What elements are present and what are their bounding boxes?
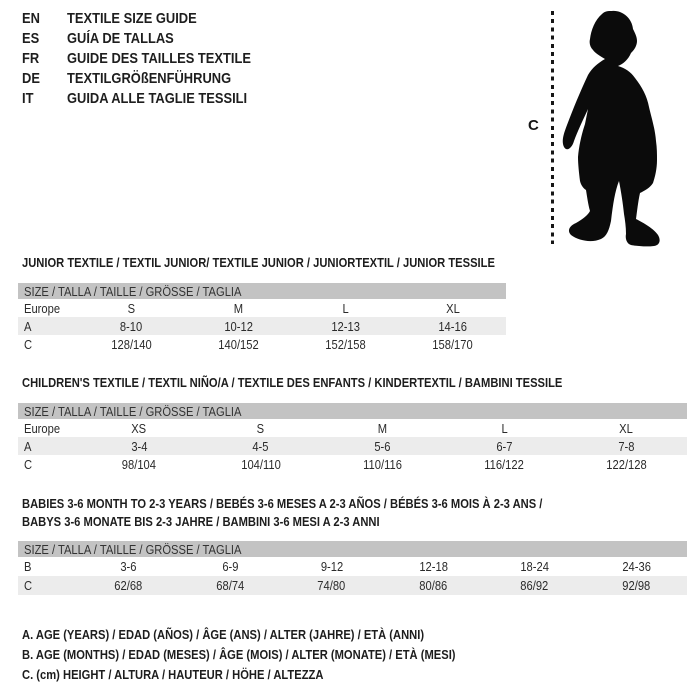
language-code: EN	[22, 10, 40, 28]
size-cell: 104/110	[240, 456, 281, 472]
size-cell: 116/122	[484, 456, 525, 472]
table-row	[18, 437, 687, 455]
list-item	[22, 88, 281, 108]
language-code: IT	[22, 89, 34, 107]
size-cell: 92/98	[622, 578, 651, 593]
table-row	[18, 557, 687, 576]
size-cell: XL	[445, 300, 460, 316]
size-cell: S	[127, 300, 136, 316]
size-cell: 98/104	[121, 456, 156, 472]
size-cell: XL	[619, 420, 633, 436]
footnote-c: C. (cm) HEIGHT / ALTURA / HAUTEUR / HÖHE / ALTEZZA	[22, 666, 324, 682]
table-row	[18, 335, 506, 353]
size-cell: 4-5	[252, 438, 269, 454]
size-cell: 7-8	[618, 438, 635, 454]
size-cell: S	[256, 420, 265, 436]
size-cell: 10-12	[224, 318, 253, 334]
size-cell: M	[233, 300, 244, 316]
row-label: C	[24, 578, 33, 593]
size-cell: 128/140	[111, 336, 152, 352]
row-label: Europe	[24, 420, 61, 436]
size-header-bar: SIZE / TALLA / TAILLE / GRÖSSE / TAGLIA	[18, 403, 687, 419]
size-cell: 110/116	[363, 456, 402, 472]
babies-size-table	[18, 541, 687, 595]
size-cell: L	[342, 300, 349, 316]
guide-title: TEXTILGRÖßENFÜHRUNG	[67, 69, 232, 87]
footnote-a: A. AGE (YEARS) / EDAD (AÑOS) / ÂGE (ANS) / ALTER (JAHRE) / ETÀ (ANNI)	[22, 626, 425, 642]
size-cell: 62/68	[114, 578, 143, 593]
list-item	[22, 49, 281, 69]
size-cell: 3-6	[120, 559, 137, 574]
size-cell: 74/80	[317, 578, 346, 593]
list-item	[22, 68, 281, 88]
size-cell: 152/158	[325, 336, 366, 352]
size-cell: 68/74	[216, 578, 245, 593]
table-row	[18, 455, 687, 473]
table-row	[18, 317, 506, 335]
children-size-table	[18, 403, 687, 473]
row-label: B	[24, 559, 32, 574]
size-cell: 6-7	[496, 438, 513, 454]
guide-title: GUÍA DE TALLAS	[67, 30, 174, 48]
size-cell: 3-4	[130, 438, 147, 454]
size-cell: 140/152	[218, 336, 259, 352]
size-cell: XS	[131, 420, 147, 436]
size-cell: 6-9	[222, 559, 239, 574]
size-cell: 86/92	[520, 578, 549, 593]
list-item	[22, 29, 281, 49]
junior-size-table	[18, 283, 506, 353]
size-cell: 24-36	[621, 559, 651, 574]
size-header-bar: SIZE / TALLA / TAILLE / GRÖSSE / TAGLIA	[18, 541, 687, 557]
toddler-silhouette-icon	[557, 8, 667, 248]
size-cell: 5-6	[374, 438, 391, 454]
children-table-title: CHILDREN'S TEXTILE / TEXTIL NIÑO/A / TEXTILE DES ENFANTS / KINDERTEXTIL / BAMBINI TESSILE	[22, 375, 563, 390]
table-row	[18, 576, 687, 595]
height-measure-dashed-line	[551, 11, 554, 244]
size-cell: 8-10	[120, 318, 143, 334]
row-label: A	[24, 438, 32, 454]
list-item	[22, 9, 281, 29]
size-cell: 12-18	[418, 559, 448, 574]
size-cell: L	[501, 420, 508, 436]
size-cell: M	[377, 420, 388, 436]
row-label: C	[24, 336, 33, 352]
junior-table-title: JUNIOR TEXTILE / TEXTIL JUNIOR/ TEXTILE JUNIOR / JUNIORTEXTIL / JUNIOR TESSILE	[22, 255, 495, 270]
babies-table-title: BABIES 3-6 MONTH TO 2-3 YEARS / BEBÉS 3-6 MESES A 2-3 AÑOS / BÉBÉS 3-6 MOIS À 2-3 ANS / BABYS 3-6 MONATE BIS 2-3 JAHRE / BAMBINI 3-6 MESI A 2-3 ANNI	[22, 496, 543, 529]
size-cell: 158/170	[432, 336, 473, 352]
guide-title: TEXTILE SIZE GUIDE	[67, 10, 197, 28]
size-cell: 9-12	[320, 559, 343, 574]
language-title-list	[22, 9, 281, 108]
size-cell: 14-16	[438, 318, 467, 334]
table-row	[18, 419, 687, 437]
size-cell: 12-13	[331, 318, 360, 334]
row-label: Europe	[24, 300, 61, 316]
footnote-legend	[22, 624, 526, 684]
guide-title: GUIDE DES TAILLES TEXTILE	[67, 49, 251, 67]
row-label: A	[24, 318, 32, 334]
size-cell: 18-24	[520, 559, 550, 574]
language-code: DE	[22, 69, 40, 87]
language-code: ES	[22, 30, 40, 48]
size-header-bar: SIZE / TALLA / TAILLE / GRÖSSE / TAGLIA	[18, 283, 506, 299]
table-row	[18, 299, 506, 317]
guide-title: GUIDA ALLE TAGLIE TESSILI	[67, 89, 248, 107]
size-cell: 122/128	[605, 456, 647, 472]
figure-measure-label: C	[528, 117, 539, 134]
language-code: FR	[22, 49, 40, 67]
footnote-b: B. AGE (MONTHS) / EDAD (MESES) / ÂGE (MOIS) / ALTER (MONATE) / ETÀ (MESI)	[22, 646, 456, 662]
size-cell: 80/86	[419, 578, 448, 593]
row-label: C	[24, 456, 33, 472]
